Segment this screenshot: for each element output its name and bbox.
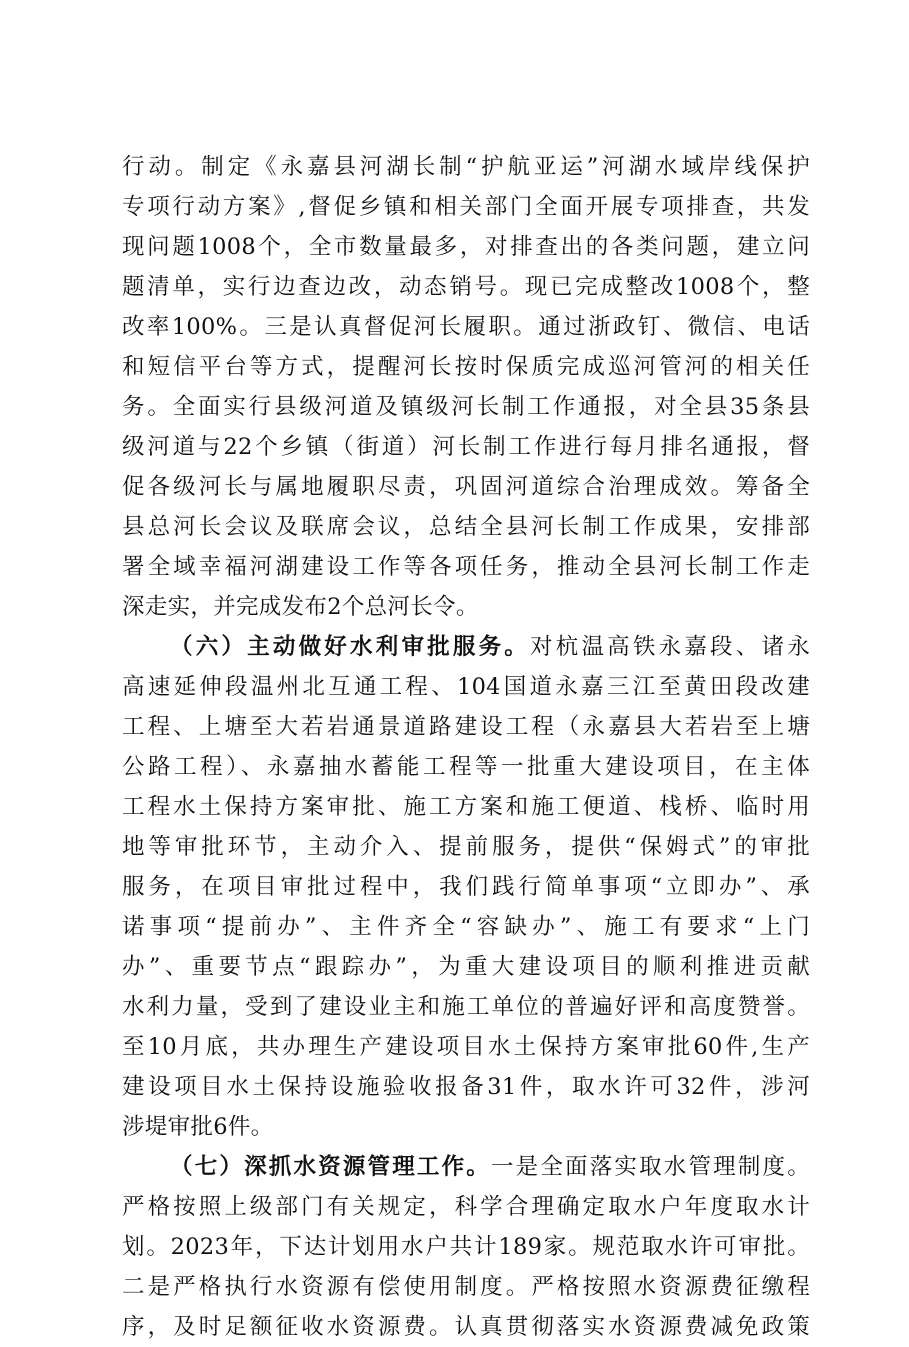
text-line: 现问题1008个，全市数量最多，对排查出的各类问题，建立问 xyxy=(122,234,810,260)
text-line: 办”、重要节点“跟踪办”，为重大建设项目的顺利推进贡献 xyxy=(122,954,810,980)
text-line: 高速延伸段温州北互通工程、104国道永嘉三江至黄田段改建 xyxy=(122,674,810,700)
text-line: 署全域幸福河湖建设工作等各项任务，推动全县河长制工作走 xyxy=(122,554,810,580)
text-line: 至10月底，共办理生产建设项目水土保持方案审批60件,生产 xyxy=(122,1034,810,1060)
text-line: 二是严格执行水资源有偿使用制度。严格按照水资源费征缴程 xyxy=(122,1274,810,1300)
text-line: 行动。制定《永嘉县河湖长制“护航亚运”河湖水域岸线保护 xyxy=(122,154,810,180)
text-line: 县总河长会议及联席会议，总结全县河长制工作成果，安排部 xyxy=(122,514,810,540)
section-heading: （六）主动做好水利审批服务。 xyxy=(170,634,531,660)
text-line: 建设项目水土保持设施验收报备31件，取水许可32件，涉河 xyxy=(122,1074,810,1100)
text-line: 题清单，实行边查边改，动态销号。现已完成整改1008个，整 xyxy=(122,274,810,300)
text-line xyxy=(122,1147,810,1187)
paragraph-water-resources xyxy=(122,1147,810,1347)
text-line: 诺事项“提前办”、主件齐全“容缺办”、施工有要求“上门 xyxy=(122,914,810,940)
text-line: 划。2023年，下达计划用水户共计189家。规范取水许可审批。 xyxy=(122,1234,810,1260)
text-line: 务。全面实行县级河道及镇级河长制工作通报，对全县35条县 xyxy=(122,394,810,420)
text-line: 涉堤审批6件。 xyxy=(122,1114,274,1140)
text-line: 地等审批环节，主动介入、提前服务，提供“保姆式”的审批 xyxy=(122,834,810,860)
text-line: 公路工程）、永嘉抽水蓄能工程等一批重大建设项目，在主体 xyxy=(122,754,810,780)
text-line: 服务，在项目审批过程中，我们践行简单事项“立即办”、承 xyxy=(122,874,810,900)
text-run: 一是全面落实取水管理制度。 xyxy=(490,1154,811,1180)
text-line: 工程、上塘至大若岩通景道路建设工程（永嘉县大若岩至上塘 xyxy=(122,714,810,740)
text-line: 水利力量，受到了建设业主和施工单位的普遍好评和高度赞誉。 xyxy=(122,994,810,1020)
section-heading: （七）深抓水资源管理工作。 xyxy=(170,1154,491,1180)
text-line: 级河道与22个乡镇（街道）河长制工作进行每月排名通报，督 xyxy=(122,434,810,460)
text-line: 严格按照上级部门有关规定，科学合理确定取水户年度取水计 xyxy=(122,1194,810,1220)
text-line: 促各级河长与属地履职尽责，巩固河道综合治理成效。筹备全 xyxy=(122,474,810,500)
text-line: 序，及时足额征收水资源费。认真贯彻落实水资源费减免政策 xyxy=(122,1314,810,1340)
paragraph-approval-service xyxy=(122,627,810,1147)
text-line: 工程水土保持方案审批、施工方案和施工便道、栈桥、临时用 xyxy=(122,794,810,820)
text-line: 深走实，并完成发布2个总河长令。 xyxy=(122,594,479,620)
text-run: 对杭温高铁永嘉段、诸永 xyxy=(530,634,810,660)
document-body xyxy=(122,147,810,1347)
text-line: 专项行动方案》,督促乡镇和相关部门全面开展专项排查，共发 xyxy=(122,194,810,220)
text-line: 和短信平台等方式，提醒河长按时保质完成巡河管河的相关任 xyxy=(122,354,810,380)
text-line xyxy=(122,627,810,667)
text-line: 改率100%。三是认真督促河长履职。通过浙政钉、微信、电话 xyxy=(122,314,810,340)
paragraph-river-chief xyxy=(122,147,810,627)
